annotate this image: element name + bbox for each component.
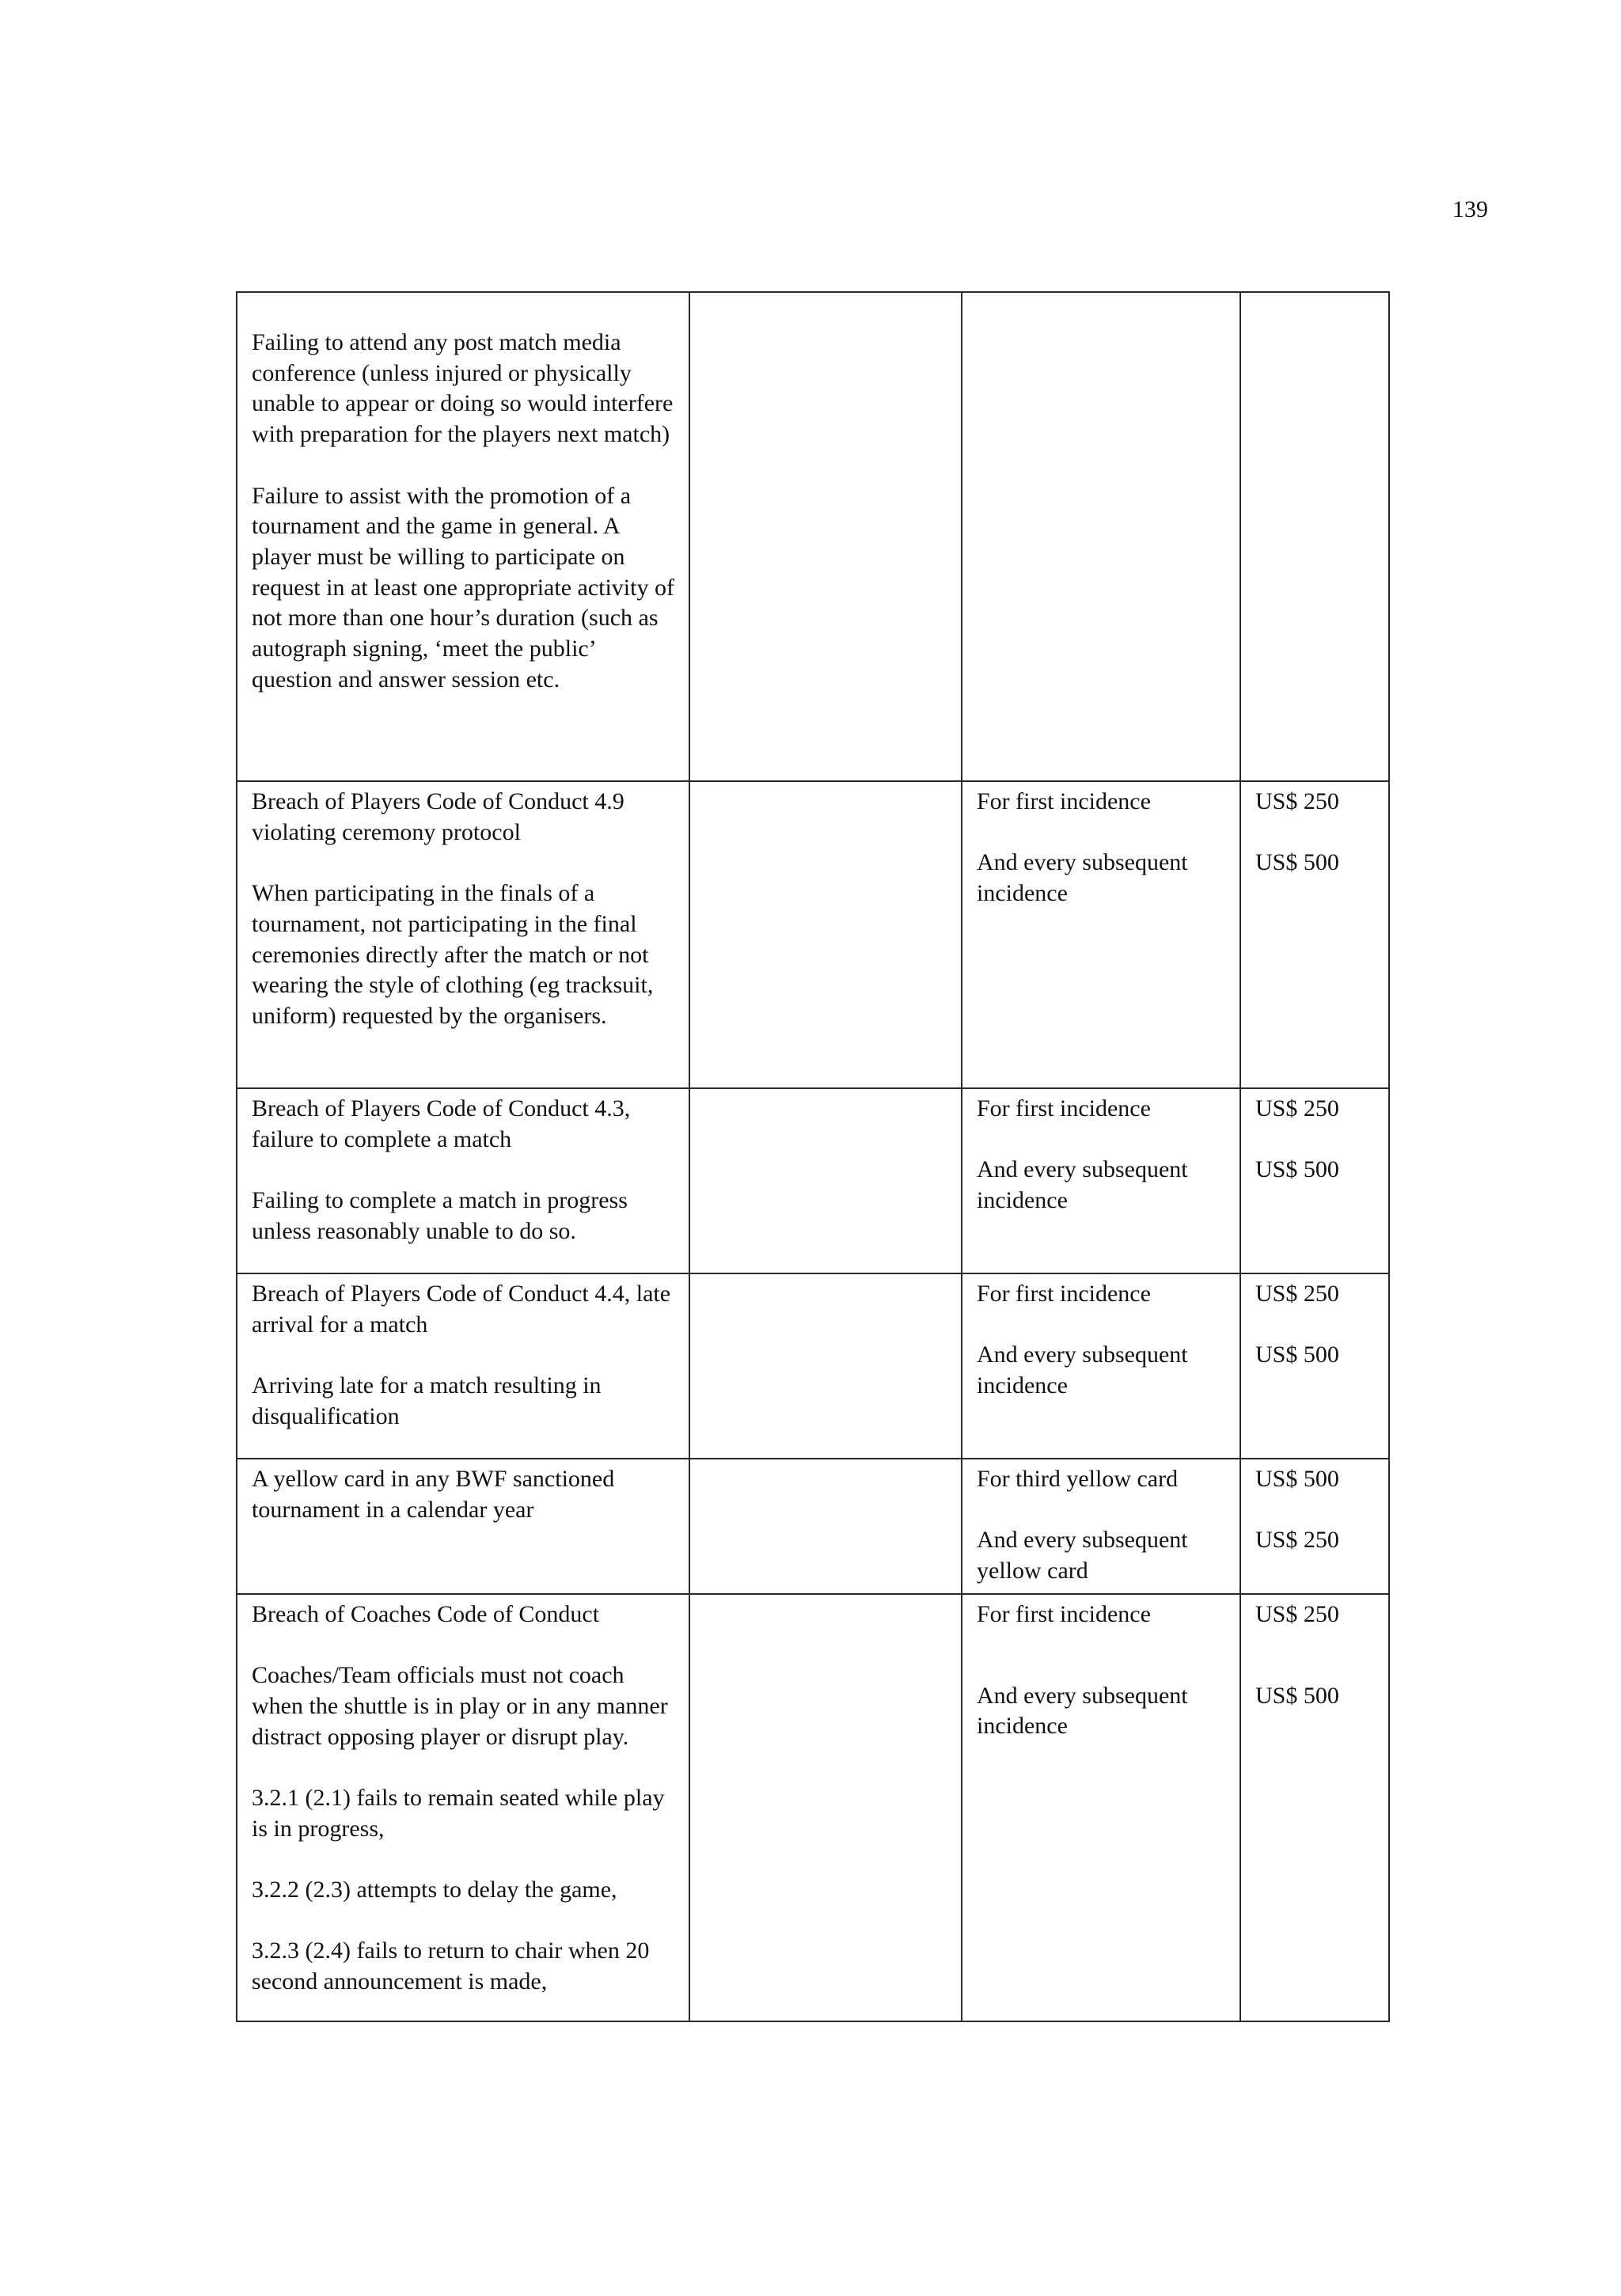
condition-text: And every subsequent incidence <box>977 849 1188 907</box>
page-number: 139 <box>1452 196 1488 222</box>
offence-text: Coaches/Team officials must not coach when the shuttle is in play or in any manner distract opposing player or disrupt play. <box>252 1662 668 1750</box>
fine-cell <box>1240 1273 1389 1459</box>
condition-cell <box>962 1273 1240 1459</box>
penalty-table <box>236 291 1390 2022</box>
empty-cell <box>689 292 962 781</box>
empty-cell <box>689 1088 962 1273</box>
condition-text: And every subsequent incidence <box>977 1682 1188 1740</box>
offence-text: Failing to attend any post match media conference (unless injured or physically unable to appear or doing so would interfere with preparation for the players next match) <box>252 329 674 448</box>
offence-text: Arriving late for a match resulting in disqualification <box>252 1372 602 1429</box>
offence-cell <box>237 1088 689 1273</box>
condition-cell <box>962 1459 1240 1594</box>
table-row <box>237 292 1389 781</box>
empty-cell <box>689 1594 962 2021</box>
table-row <box>237 1594 1389 2021</box>
table-row <box>237 1459 1389 1594</box>
fine-cell <box>1240 1459 1389 1594</box>
fine-amount: US$ 250 <box>1255 1600 1339 1627</box>
fine-amount: US$ 500 <box>1255 849 1339 876</box>
fine-amount: US$ 500 <box>1255 1466 1339 1492</box>
offence-text: 3.2.1 (2.1) fails to remain seated while play is in progress, <box>252 1784 665 1842</box>
condition-text: For third yellow card <box>977 1466 1179 1492</box>
condition-text: And every subsequent yellow card <box>977 1527 1188 1584</box>
offence-cell <box>237 1273 689 1459</box>
offence-cell <box>237 292 689 781</box>
offence-text: When participating in the finals of a tournament, not participating in the final ceremonies directly after the match or not wearing the style of clothing (eg tracksuit, uniform) requested by the organisers. <box>252 880 654 1029</box>
table-row <box>237 781 1389 1088</box>
empty-cell <box>689 1459 962 1594</box>
condition-text: For first incidence <box>977 1281 1151 1307</box>
condition-text: For first incidence <box>977 1095 1151 1121</box>
condition-text: And every subsequent incidence <box>977 1342 1188 1399</box>
offence-text: Breach of Players Code of Conduct 4.4, late arrival for a match <box>252 1281 671 1338</box>
condition-text: And every subsequent incidence <box>977 1156 1188 1214</box>
offence-text: 3.2.2 (2.3) attempts to delay the game, <box>252 1877 617 1903</box>
offence-text: 3.2.3 (2.4) fails to return to chair when 20 second announcement is made, <box>252 1937 650 1995</box>
condition-text: For first incidence <box>977 788 1151 814</box>
offence-text: Breach of Players Code of Conduct 4.3, failure to complete a match <box>252 1095 631 1152</box>
fine-amount: US$ 250 <box>1255 1281 1339 1307</box>
offence-text: Failing to complete a match in progress unless reasonably unable to do so. <box>252 1187 628 1244</box>
offence-cell <box>237 1594 689 2021</box>
fine-cell <box>1240 1594 1389 2021</box>
empty-cell <box>689 1273 962 1459</box>
condition-cell <box>962 292 1240 781</box>
fine-amount: US$ 250 <box>1255 1095 1339 1121</box>
condition-cell <box>962 1594 1240 2021</box>
offence-text: Breach of Coaches Code of Conduct <box>252 1600 600 1627</box>
fine-amount: US$ 250 <box>1255 788 1339 814</box>
table-row <box>237 1273 1389 1459</box>
fine-amount: US$ 500 <box>1255 1682 1339 1709</box>
empty-cell <box>689 781 962 1088</box>
fine-cell <box>1240 1088 1389 1273</box>
fine-amount: US$ 500 <box>1255 1156 1339 1183</box>
offence-text: Failure to assist with the promotion of a tournament and the game in general. A player must be willing to participate on request in at least one appropriate activity of not more than one hour’s duration (such as autograph signing, ‘meet the public’ question and answer session etc. <box>252 482 674 693</box>
offence-text: Breach of Players Code of Conduct 4.9 violating ceremony protocol <box>252 788 624 845</box>
offence-cell <box>237 1459 689 1594</box>
offence-cell <box>237 781 689 1088</box>
fine-amount: US$ 500 <box>1255 1342 1339 1368</box>
condition-cell <box>962 781 1240 1088</box>
condition-text: For first incidence <box>977 1600 1151 1627</box>
fine-cell <box>1240 781 1389 1088</box>
table-row <box>237 1088 1389 1273</box>
offence-text: A yellow card in any BWF sanctioned tournament in a calendar year <box>252 1466 615 1523</box>
fine-amount: US$ 250 <box>1255 1527 1339 1554</box>
condition-cell <box>962 1088 1240 1273</box>
fine-cell <box>1240 292 1389 781</box>
